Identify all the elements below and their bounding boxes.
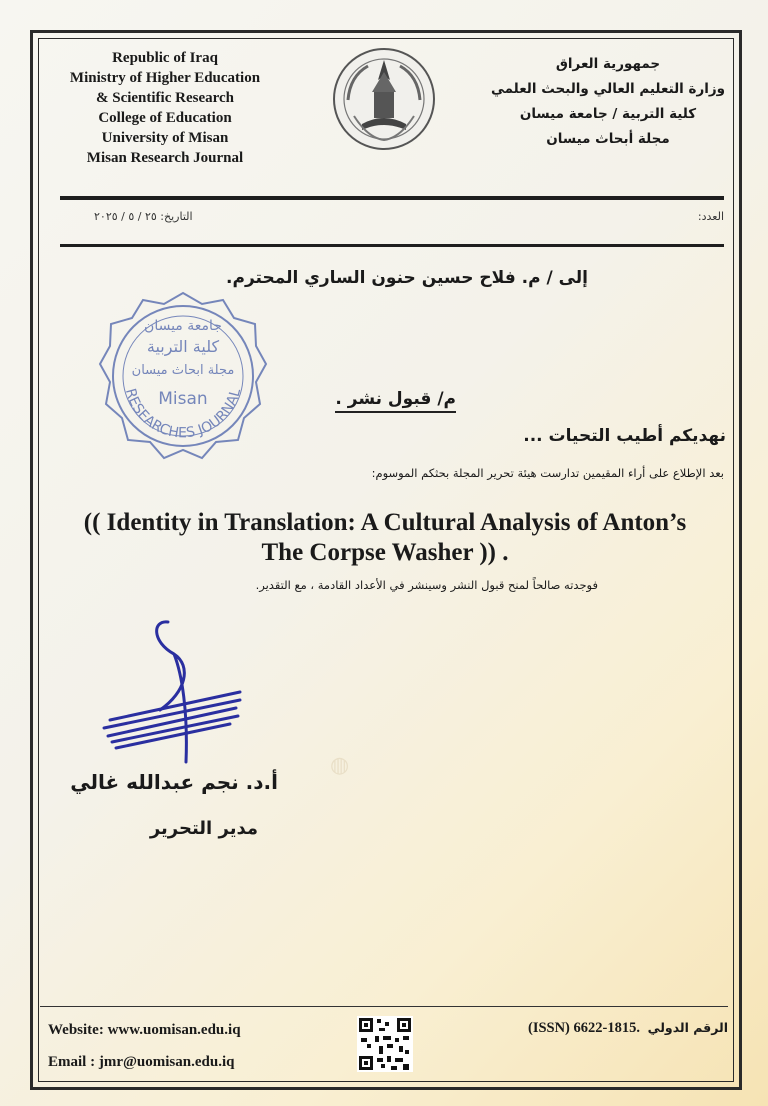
website-link[interactable]: Website: www.uomisan.edu.iq bbox=[48, 1022, 241, 1038]
date-label: التاريخ: ٢٥ / ٥ / ٢٠٢٥ bbox=[94, 210, 193, 223]
header-line: Misan Research Journal bbox=[86, 150, 244, 166]
header-line: وزارة التعليم العالي والبحث العلمي bbox=[490, 81, 726, 97]
qr-code bbox=[357, 1016, 413, 1072]
reference-line bbox=[60, 210, 724, 228]
journal-stamp bbox=[98, 290, 268, 462]
stamp-line: مجلة ابحاث ميسان bbox=[131, 363, 235, 378]
header-line: University of Misan bbox=[101, 130, 229, 146]
college-logo bbox=[328, 46, 440, 152]
header-line: جمهورية العراق bbox=[555, 56, 661, 72]
result-line: فوجدته صالحاً لمنح قبول النشر وسينشر في الأعداد القادمة ، مع التقدير. bbox=[255, 578, 598, 592]
paper-title-line-2: The Corpse Washer )) . bbox=[261, 539, 509, 566]
handwritten-signature bbox=[90, 612, 260, 772]
header-line: & Scientific Research bbox=[95, 90, 235, 106]
stamp-ring-text: RESEARCHES JOURNAL bbox=[121, 386, 245, 442]
subject-line: م/ قبول نشر . bbox=[335, 389, 456, 413]
paper-title-line-1: (( Identity in Translation: A Cultural Analysis of Anton’s bbox=[83, 509, 687, 536]
stamp-line: جامعة ميسان bbox=[144, 318, 222, 334]
english-header bbox=[40, 48, 290, 168]
recipient-line: إلى / م. فلاح حسين حنون الساري المحترم. bbox=[226, 268, 588, 288]
background-watermark: ◍ bbox=[330, 752, 350, 777]
header-line: كلية التربية / جامعة ميسان bbox=[519, 106, 697, 122]
paper-title bbox=[40, 508, 730, 568]
issn-number: (ISSN) 6622-1815. bbox=[527, 1020, 640, 1036]
number-label: العدد: bbox=[697, 210, 724, 223]
issn-label: الرقم الدولي bbox=[647, 1020, 728, 1035]
arabic-header bbox=[488, 52, 728, 152]
stamp-line: كلية التربية bbox=[146, 337, 220, 356]
footer-divider bbox=[40, 1006, 728, 1007]
issn-line bbox=[528, 1020, 728, 1037]
greeting-line: نهديكم أطيب التحيات ... bbox=[523, 426, 726, 446]
signer-name: أ.د. نجم عبدالله غالي bbox=[70, 770, 278, 794]
stamp-line: Misan bbox=[158, 389, 208, 409]
header-line: Republic of Iraq bbox=[112, 50, 218, 66]
header-line: مجلة أبحاث ميسان bbox=[546, 131, 670, 147]
signer-title: مدير التحرير bbox=[149, 818, 258, 839]
intro-line: بعد الإطلاع على أراء المقيمين تدارست هيئة تحرير المجلة بحثكم الموسوم: bbox=[371, 466, 724, 480]
header-line: Ministry of Higher Education bbox=[69, 70, 261, 86]
header-divider-top bbox=[60, 196, 724, 200]
header-line: College of Education bbox=[98, 110, 232, 126]
header-divider-bottom bbox=[60, 244, 724, 247]
email-link[interactable]: Email : jmr@uomisan.edu.iq bbox=[48, 1054, 235, 1070]
